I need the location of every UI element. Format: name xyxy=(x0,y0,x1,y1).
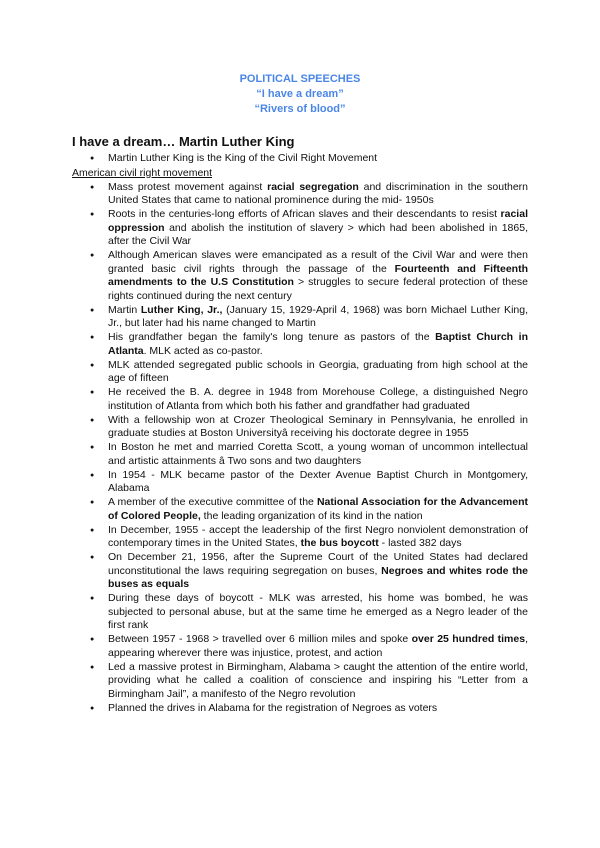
text-run: Led a massive protest in Birmingham, Alabama > caught the attention of the entire world, providing what he called a coalition of conscience and inspiring his “Letter from a Birmingham Jail”, a manifesto of the Negro revolution xyxy=(108,660,528,700)
document-title: POLITICAL SPEECHES xyxy=(239,73,361,85)
title-block xyxy=(72,72,528,117)
bold-text: racial segregation xyxy=(267,180,359,193)
list-item xyxy=(72,386,528,413)
list-item xyxy=(72,181,528,208)
list-item xyxy=(72,331,528,358)
speech-title-1: “I have a dream” xyxy=(256,88,344,100)
text-run: Planned the drives in Alabama for the registration of Negroes as voters xyxy=(108,701,438,714)
text-run: MLK attended segregated public schools in Georgia, graduating from high school at the age of fifteen xyxy=(108,358,528,384)
text-run: Between 1957 - 1968 > travelled over 6 million miles and spoke xyxy=(108,633,412,645)
text-run: On December 21, 1956, after the Supreme Court of the United States had declared unconstitutional the laws requiring segregation on buses, xyxy=(108,551,528,577)
list-item xyxy=(72,414,528,441)
text-run: , appearing wherever there was injustice, protest, and action xyxy=(108,633,528,659)
intro-bullet: ● Martin Luther King is the King of the Civil Right Movement xyxy=(72,152,528,166)
bold-text: Negroes and whites rode the buses as equals xyxy=(108,564,529,590)
text-run: Although American slaves were emancipated as a result of the Civil War and were then granted basic civil rights through the passage of the xyxy=(108,249,528,275)
list-item xyxy=(72,208,528,249)
list-item xyxy=(72,249,528,303)
text-run: He received the B. A. degree in 1948 from Morehouse College, a distinguished Negro institution of Atlanta from which both his father and grandfather had graduated xyxy=(108,386,528,412)
bold-text: National Association for the Advancement of Colored People, xyxy=(108,496,528,522)
list-item xyxy=(72,524,528,551)
list-item xyxy=(72,633,528,660)
bold-text: the bus boycott xyxy=(300,537,379,549)
bold-text: Fourteenth and Fifteenth amendments to the U.S Constitution xyxy=(108,262,528,288)
intro-list xyxy=(72,152,528,166)
subheading: American civil right movement xyxy=(72,166,213,179)
text-run: > struggles to secure federal protection of these rights continued during the next century xyxy=(108,276,529,302)
text-run: Roots in the centuries-long efforts of African slaves and their descendants to resist xyxy=(108,208,501,220)
text-run: Mass protest movement against xyxy=(108,180,268,193)
list-item xyxy=(72,551,528,592)
list-item xyxy=(72,441,528,468)
text-run: . MLK acted as co-pastor. xyxy=(143,344,263,357)
text-run: In Boston he met and married Coretta Scott, a young woman of uncommon intellectual and artistic attainments â Two sons and two daughters xyxy=(108,441,528,467)
text-run: the leading organization of its kind in the nation xyxy=(200,509,423,522)
text-run: During these days of boycott - MLK was arrested, his home was bombed, he was subjected to personal abuse, but at the same time he emerged as a Negro leader of the first rank xyxy=(108,592,528,631)
text-run: With a fellowship won at Crozer Theological Seminary in Pennsylvania, he enrolled in graduate studies at Boston Universityâ receiving his doctorate degree in 1955 xyxy=(108,413,528,439)
list-item xyxy=(72,702,528,716)
bullet-list xyxy=(72,181,528,716)
bold-text: Baptist Church in Atlanta xyxy=(108,331,528,357)
text-run: In 1954 - MLK became pastor of the Dexter Avenue Baptist Church in Montgomery, Alabama xyxy=(108,468,528,494)
section-heading: I have a dream… Martin Luther King xyxy=(72,134,295,149)
bold-text: Luther King, Jr., xyxy=(140,303,223,316)
bold-text: racial oppression xyxy=(108,208,528,234)
text-run: Martin xyxy=(108,303,141,316)
text-run: His grandfather began the family's long tenure as pastors of the xyxy=(108,331,436,343)
text-run: and discrimination in the southern United States that came to national prominence during the mid- 1950s xyxy=(108,180,528,206)
text-run: A member of the executive committee of the xyxy=(108,496,317,508)
speech-title-2: “Rivers of blood” xyxy=(254,103,346,115)
bold-text: over 25 hundred times xyxy=(411,633,526,645)
text-run: In December, 1955 - accept the leadership of the first Negro nonviolent demonstration of contemporary times in the United States, xyxy=(108,523,528,549)
list-item xyxy=(72,304,528,331)
text-run: (January 15, 1929-April 4, 1968) was born Michael Luther King, Jr., but later had his name changed to Martin xyxy=(108,303,528,329)
list-item xyxy=(72,661,528,702)
list-item xyxy=(72,592,528,633)
text-run: - lasted 382 days xyxy=(378,537,462,549)
text-run: and abolish the institution of slavery > which had been abolished in 1865, after the Civil War xyxy=(108,221,528,247)
list-item xyxy=(72,469,528,496)
list-item xyxy=(72,496,528,523)
list-item xyxy=(72,359,528,386)
